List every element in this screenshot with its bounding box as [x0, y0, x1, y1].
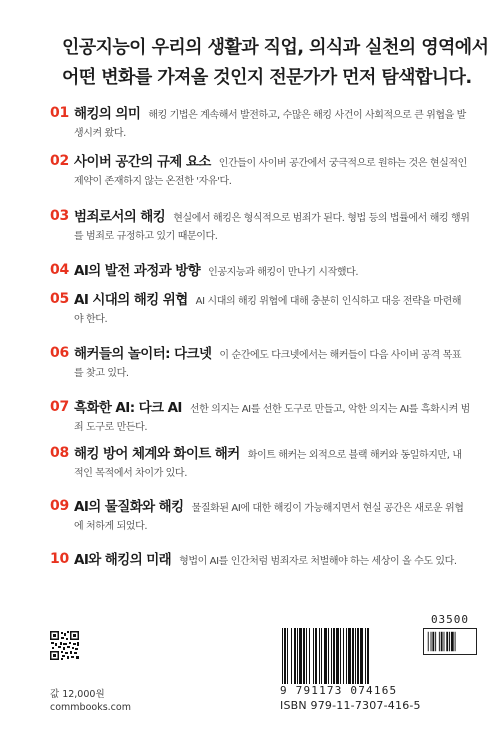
toc-item — [50, 153, 470, 191]
toc-number: 07 — [50, 399, 69, 415]
toc-body — [74, 345, 470, 383]
toc-body — [74, 551, 470, 571]
toc-number: 08 — [50, 445, 69, 461]
toc-item — [50, 345, 470, 383]
toc-item — [50, 262, 470, 282]
toc-number: 04 — [50, 262, 69, 278]
toc-body — [74, 399, 470, 437]
toc-description: 인공지능과 해킹이 만나기 시작했다. — [208, 267, 359, 278]
toc-item — [50, 445, 470, 483]
toc-title: 해커들의 놀이터: 다크넷 — [74, 346, 212, 362]
barcode-icon — [280, 628, 416, 684]
isbn: ISBN 979-11-7307-416-5 — [280, 699, 421, 712]
headline — [62, 33, 489, 93]
ean-digits: 9 791173 074165 — [280, 684, 398, 697]
price: 값 12,000원 — [50, 689, 105, 700]
toc-description: 선한 의지는 AI를 선한 도구로 만들고, 악한 의지는 AI를 흑화시켜 범죄 도구로 만든다. — [74, 404, 470, 433]
toc-title: 흑화한 AI: 다크 AI — [74, 400, 182, 416]
toc-description: 화이트 해커는 외적으로 블랙 해커와 동일하지만, 내적인 목적에서 차이가 있다. — [74, 450, 462, 479]
toc-item — [50, 291, 470, 329]
toc-title: AI의 물질화와 해킹 — [74, 499, 184, 515]
toc-title: AI의 발전 과정과 방향 — [74, 263, 201, 279]
toc-body — [74, 262, 470, 282]
toc-body — [74, 498, 470, 536]
toc-item — [50, 208, 470, 246]
toc-description: 인간들이 사이버 공간에서 궁극적으로 원하는 것은 현실적인 제약이 존재하지 않는 온전한 '자유'다. — [74, 158, 467, 187]
toc-item — [50, 105, 470, 143]
toc-description: 이 순간에도 다크넷에서는 해커들이 다음 사이버 공격 목표를 찾고 있다. — [74, 350, 462, 379]
toc-title: 해킹의 의미 — [74, 106, 141, 122]
toc-number: 06 — [50, 345, 69, 361]
toc-item — [50, 399, 470, 437]
toc-body — [74, 105, 470, 143]
toc-body — [74, 291, 470, 329]
toc-number: 10 — [50, 551, 69, 567]
toc-body — [74, 153, 470, 191]
website[interactable]: commbooks.com — [50, 702, 131, 713]
toc-description: 해킹 기법은 계속해서 발전하고, 수많은 해킹 사건이 사회적으로 큰 위협을 발생시켜 왔다. — [74, 110, 466, 139]
toc-number: 09 — [50, 498, 69, 514]
toc-number: 05 — [50, 291, 69, 307]
addon-code: 03500 — [430, 613, 470, 626]
toc-title: 범죄로서의 해킹 — [74, 209, 166, 225]
toc-item — [50, 498, 470, 536]
toc-number: 02 — [50, 153, 69, 169]
toc-number: 03 — [50, 208, 69, 224]
toc-title: 사이버 공간의 규제 요소 — [74, 154, 211, 170]
toc-description: AI 시대의 해킹 위협에 대해 충분히 인식하고 대응 전략을 마련해야 한다. — [74, 296, 462, 325]
toc-title: 해킹 방어 체계와 화이트 해커 — [74, 446, 240, 462]
toc-description: 형법이 AI를 인간처럼 범죄자로 처벌해야 하는 세상이 올 수도 있다. — [179, 556, 457, 567]
headline-line-2: 어떤 변화를 가져올 것인지 전문가가 먼저 탐색합니다. — [62, 67, 472, 88]
toc-description: 물질화된 AI에 대한 해킹이 가능해지면서 현실 공간은 새로운 위협에 처하게 되었다. — [74, 503, 464, 532]
addon-barcode-icon — [423, 628, 477, 655]
qr-code-icon — [50, 631, 79, 660]
toc-body — [74, 208, 470, 246]
toc-title: AI 시대의 해킹 위협 — [74, 292, 188, 308]
toc-body — [74, 445, 470, 483]
toc-item — [50, 551, 470, 571]
toc-description: 현실에서 해킹은 형식적으로 범죄가 된다. 형법 등의 법률에서 해킹 행위를 범죄로 규정하고 있기 때문이다. — [74, 213, 470, 242]
toc-number: 01 — [50, 105, 69, 121]
headline-line-1: 인공지능이 우리의 생활과 직업, 의식과 실천의 영역에서 — [62, 37, 489, 58]
toc-title: AI와 해킹의 미래 — [74, 552, 172, 568]
